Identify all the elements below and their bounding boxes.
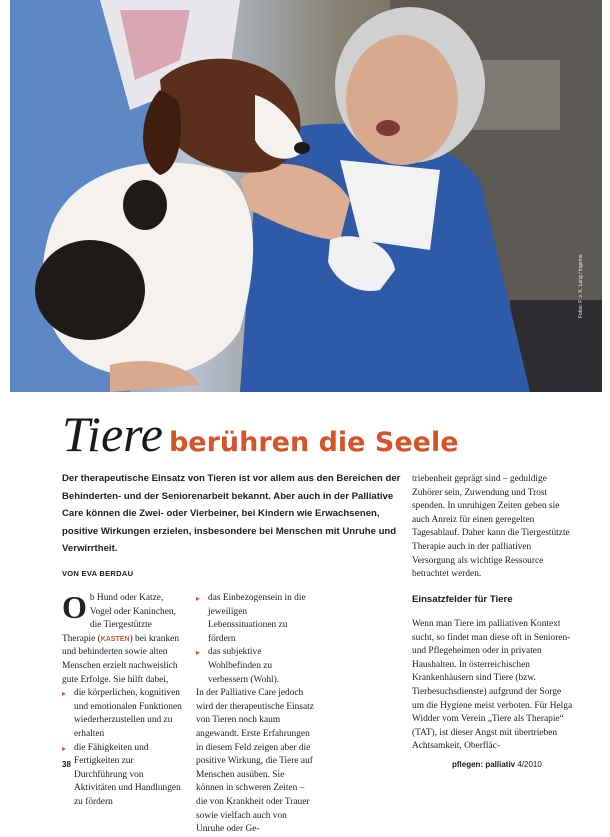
- drop-cap: O: [62, 589, 87, 625]
- publication-name: pflegen: palliativ: [452, 760, 516, 769]
- col1-bullet-list: [62, 687, 186, 809]
- lead-paragraph: Der therapeutische Einsatz von Tieren ist vor allem aus den Bereichen der Behinderten- und der Seniorenarbeit bekannt. Aber auch in der Palliative Care können die Zwei- oder Vierbeiner, bei Kindern wie Erwachsenen, positive Wirkungen erzielen, insbesondere bei Menschen mit Unruhe und Verwirrtheit.: [62, 473, 401, 555]
- col1-intro-2: ) bei kranken und behinderten sowie alten Menschen erzielt nachweislich gute Erfolge. Sie hilft dabei,: [62, 633, 180, 685]
- column-2: [196, 592, 314, 837]
- column-3-bottom: Wenn man Tiere im palliativen Kontext sucht, so findet man diese oft in Senioren- und Pflegeheimen oder in privaten Haushalten. In österreichischen Krankenhäusern sind Tiere (bzw. Tierbesuchsdienste) aufgrund der Sorge um die Hygiene meist verboten. Für Helga Widder vom Verein „Tiere als Therapie“ (TAT), ist dieser Angst mit übertrieben Achtsamkeit, Oberfläc-: [412, 619, 573, 752]
- col2-bullet-list: [196, 592, 314, 687]
- headline: [62, 405, 459, 463]
- list-item: ▸ die körperlichen, kognitiven und emotionalen Funktionen wiederherzustellen und zu erhalten: [62, 687, 186, 741]
- col2-paragraph: In der Palliative Care jedoch wird der therapeutische Einsatz von Tieren noch kaum angewandt. Erste Erfahrungen in diesem Feld zeigen aber die positive Wirkung, die Tiere auf Menschen ausüben. Sie können in schweren Zeiten – die von Krankheit oder Trauer sowie vielfach auch von Unruhe oder Ge-: [196, 688, 314, 835]
- photo-elderly-woman-with-puppy-icon: [10, 0, 602, 392]
- cover-photo: [10, 0, 602, 392]
- list-item: ▸ das Einbezogensein in die jeweiligen Lebenssituationen zu fördern: [196, 592, 314, 646]
- issue-number: 4/2010: [517, 760, 542, 769]
- column-3-top: triebenheit geprägt sind – geduldige Zuhörer sein, Zuwendung und Trost spenden. In unruhigen Zeiten geben sie auch Anreiz für einen geregelten Tagesablauf. Daher kann die Tiergestützte Therapie auch in der palliativen Versorgung als wichtige Ressource betrachtet werden.: [412, 474, 570, 580]
- column-1: [62, 589, 186, 810]
- list-item: ▸ die Fähigkeiten und Fertigkeiten zur Durchführung von Aktivitäten und Handlungen zu fördern: [62, 742, 186, 810]
- headline-rest: berühren die Seele: [168, 427, 459, 458]
- kasten-reference: KASTEN: [100, 635, 130, 643]
- page-number: 38: [62, 760, 71, 769]
- photo-credit: Fotos: F. v. K. Lang / Ingema: [578, 254, 584, 318]
- byline: VON EVA BERDAU: [62, 569, 134, 578]
- section-subhead: Einsatzfelder für Tiere: [412, 594, 513, 605]
- footer-publication: [452, 760, 542, 769]
- headline-word-tiere: Tiere: [62, 406, 163, 462]
- col1-intro: b Hund oder Katze, Vogel oder Kaninchen, die Tiergestützte Therapie (: [62, 593, 176, 644]
- list-item: ▸ das subjektive Wohlbefinden zu verbessern (Wohl).: [196, 646, 314, 687]
